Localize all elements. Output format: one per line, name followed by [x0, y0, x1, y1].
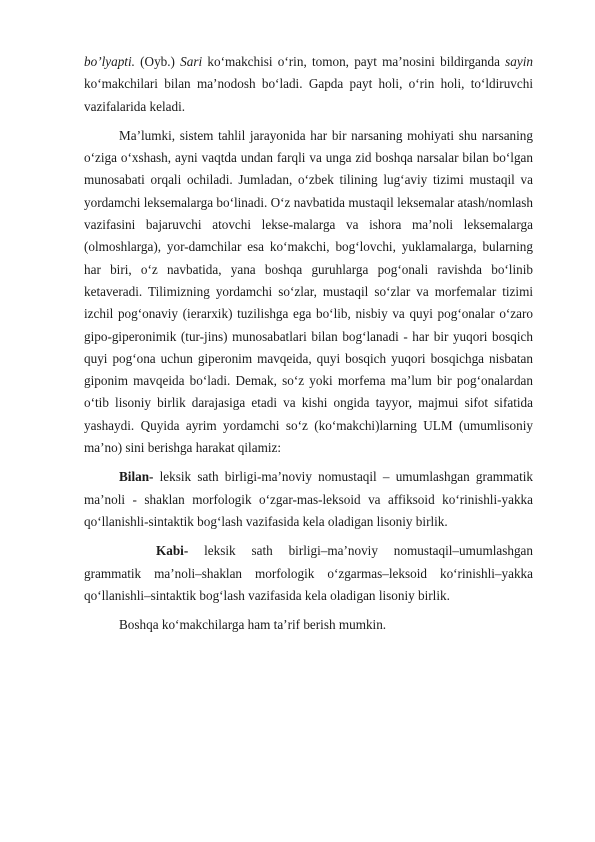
definition-kabi-text: leksik sath birligi–ma’noviy nomustaqil–umumlashgan grammatik ma’noli–shaklan morfologik o‘zgarmas–leksoid ko‘rinishli–yakka qo‘llanishli–sintaktik bog‘lash vazifasida kela oladigan lisoniy birlik. — [84, 543, 533, 603]
paragraph-bilan-definition — [84, 466, 533, 533]
source-citation: (Oyb.) — [134, 54, 181, 69]
definition-bilan-text: leksik sath birligi-ma’noviy nomustaqil – umumlashgan grammatik ma’noli - shaklan morfologik o‘zgar-mas-leksoid va affiksoid ko‘rinishli-yakka qo‘llanishli-sintaktik bog‘lash vazifasida kela oladigan lisoniy birlik. — [84, 469, 533, 529]
paragraph-kabi-definition — [84, 540, 533, 607]
italic-word-sari: Sari — [180, 54, 203, 69]
paragraph-1-text-a: ko‘makchisi o‘rin, tomon, payt ma’nosini bildirganda — [202, 54, 506, 69]
term-bilan: Bilan- — [119, 469, 154, 485]
paragraph-closing: Boshqa ko‘makchilarga ham ta’rif berish mumkin. — [119, 617, 387, 633]
paragraph-2: Ma’lumki, sistem tahlil jarayonida har bir narsaning mohiyati shu narsaning o‘ziga o‘xshash, ayni vaqtda undan farqli va unga zid boshqa narsalar bilan bo‘lgan munosabati orqali ochiladi. Jumladan, o‘zbek tilining lug‘aviy tizimi mustaqil va yordamchi leksemalarga bo‘linadi. O‘z navbatida mustaqil leksemalar atash/nomlash vazifasini bajaruvchi atovchi lekse-malarga va ishora ma’noli leksemalarga (olmoshlarga), yor-damchilar esa ko‘makchi, bog‘lovchi, yuklamalarga, bularning har biri, o‘z navbatida, yana boshqa guruhlarga pog‘onali ravishda bo‘linib ketaveradi. Tilimizning yordamchi so‘zlar, mustaqil so‘zlar va morfemalar tizimi izchil pog‘onaviy (ierarxik) tuzilishga ega bo‘lib, nisbiy va quyi pog‘onalar o‘zaro gipo-giperonimik (tur-jins) munosabatlari bilan bog‘lanadi - har bir yuqori bosqich quyi pog‘ona uchun giperonim mavqeida, quyi bosqich yuqori bosqichga nisbatan giponim mavqeida bo‘ladi. Demak, so‘z yoki morfema ma’lum bir pog‘onalardan o‘tib lisoniy birlik darajasiga etadi va kishi ongida tayyor, majmui sifot sifatida yashaydi. Quyida ayrim yordamchi so‘z (ko‘makchi)larning ULM (umumlisoniy ma’no) sini berishga harakat qilamiz: — [84, 127, 533, 456]
italic-word-sayin: sayin — [505, 54, 533, 69]
paragraph-1 — [84, 51, 533, 118]
paragraph-1-text-b: ko‘makchilari bilan ma’nodosh bo‘ladi. Gapda payt holi, o‘rin holi, to‘ldiruvchi vazifalarida keladi. — [84, 76, 533, 114]
body-text — [84, 51, 533, 643]
term-kabi: Kabi- — [156, 543, 189, 559]
italic-word-boLyapti: bo’lyapti. — [84, 54, 135, 69]
